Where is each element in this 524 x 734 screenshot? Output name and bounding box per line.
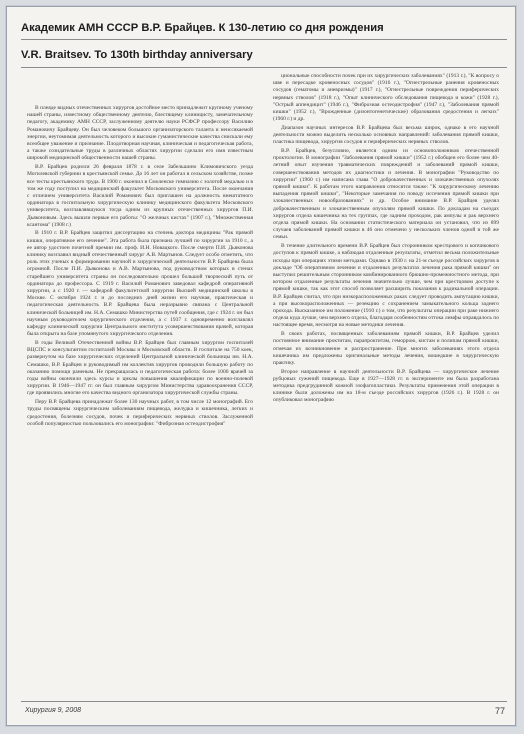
paragraph: В.Р. Брайцев, безусловно, является одним из основоположников отечественной проктологии. В монографии "Заболевания прямой кишки" (1952 г.) обобщен его более чем 40-летний опыт изучения травматических повреждений и заболеваний прямой кишки, совершенствования методов их диагностики и лечения. В монографии "Руководство по хирургии" (1960 г.) им написана глава "О доброкачественных и злокачественных опухолях прямой кишки". К работам этого направления относятся также: "К хирургическому лечению выпадения прямой кишки", "Некоторые замечания по поводу иссечения прямой кишки при злокачественных новообразованиях" и др. Особое внимание В.Р. Брайцев уделял доброкачественным и злокачественным опухолям прямой кишки. По докладам на съездах хирургов отдела кишечника на тех группах, где задним проходом, рак ампулы и рак верхнего отдела прямой кишки. На основании статистического материала он установил, что из 899 случаев заболеваний прямой кишки в 46 оно отмечено у нескольких членов одной и той же семьи. xyxy=(273,148,499,241)
paragraph: В течение длительного времени В.Р. Брайцев был сторонником крестцового и копчикового доступов к прямой кишке, а наблюдая отдаленные результаты, отметил весьма положительные исходы при операциях этими методами. Однако в 1930 г. на 21-м съезде российских хирургов в докладе "Об оперативном лечении и отдаленных результатах лечения рака прямой кишки" он выступил решительным сторонником комбинированного брюшно-промежностного метода, при котором отдаленные результаты лечения значительно лучше, чем при крестцовом доступе к прямой кишке, так как этот способ позволяет расширить показания к радикальной операции. В.Р. Брайцев считал, что при низкорасположенных раках следует проводить ампутацию кишки, а при высокорасположенных — резекцию с сохранением замыкательного кольца заднего прохода. Высказанное им положение (1910 г.) о том, что результаты операции при раке нижнего отдела куда лучше, чем верхнего отдела, благодаря особенностям оттока лимфы оправдалось по настоящее время, несмотря на новые методики лечения. xyxy=(273,243,499,329)
paragraph: циональные способности почек при их хирургических заболеваниях" (1913 г.), "К вопросу о шве и пересадке кровеносных сосудов" (1916 г.), "Огнестрельные ранения кровеносных сосудов (гематомы и аневризмы)" (1917 г.), "Огнестрельные повреждения периферических нервных стволов" (1918 г.), "Опыт клинического обследования пищевода и кожи" (1928 г.), "Острый аппендицит" (1946 г.), "Фиброзная остеодистрофия" (1947 г.), "Заболевания прямой кишки" (1952 г.), "Врожденные (дизонтогенетические) образования средостения и легких" (1960 г.) и др. xyxy=(273,73,499,123)
paragraph: В своих работах, посвященных заболеваниям прямой кишки, В.Р. Брайцев уделил постоянное внимание проктитам, парапроктитам, геморрою, кистам и полипам прямой кишки, отмечая их возникновение и распространение. При многих заболеваниях этого отдела кишечника им предложены оригинальные методы лечения, вошедшие в хирургическую практику. xyxy=(273,331,499,366)
left-text-column xyxy=(27,105,253,697)
paragraph: В.Р. Брайцев родился 26 февраля 1878 г. в селе Забельшино Климовичского уезда Могилевской губернии в крестьянской семье. До 16 лет он работал в сельском хозяйстве, позже все тесты крестьянского труда. В 1900 г. окончил в Смоленске гимназию с золотой медалью и в том же году поступил на медицинский факультет Московского университета. После окончания с отличием университета Василий Романович был приглашен на должность внештатного ординатора в госпитальную хирургическую клинику медицинского факультета Московского университета, возглавлявшуюся тогда одним из крупных отечественных хирургов П.И. Дьяконовым. Здесь вышли первые его работы: "О желчных кистах" (1907 г.), "Множественная ксантома" (1908 г.) xyxy=(27,164,253,228)
page-footer xyxy=(21,705,507,717)
paragraph: Диапазон научных интересов В.Р. Брайцева был весьма широк, однако в его научной деятельности можно выделить несколько основных направлений: заболевания прямой кишки, пластика пищевода, хирургия сосудов и периферических нервных стволов. xyxy=(273,124,499,146)
footer-divider xyxy=(21,701,507,702)
article-title-english: V.R. Braitsev. To 130th birthday anniversary xyxy=(21,49,253,61)
paragraph: В плеяде видных отечественных хирургов достойное место принадлежит крупному ученому нашей страны, известному общественному деятелю, блестящему клиницисту, замечательному педагогу, академику АМН СССР, заслуженному деятелю науки РСФСР профессору Василию Романовичу Брайцеву. Он был человеком большого организаторского таланта и неиссякаемой энергии, неутомимая деятельность которого и высокие гуманистические качества снискали ему всеобщее уважение и признание. Плодотворная научная, клиническая и педагогическая работа, а также созидательные труды в различных областях хирургии сделали его имя известным широкой медицинской общественности нашей страны. xyxy=(27,105,253,162)
paragraph: В 1910 г. В.Р. Брайцев защитил диссертацию на степень доктора медицины "Рак прямой кишки, оперативное его лечение". Эта работа была признана лучшей по хирургии за 1910 г., а ее автор удостоен почетной премии им. проф. И.Н. Новацкого. После смерти П.И. Дьяконова клинику возглавил видный отечественный хирург А.В. Мартынов. Следует особо отметить, что роль этих ученых в формировании научной и хирургической деятельности В.Р. Брайцева была огромной. После П.И. Дьяконова и А.В. Мартынова, под руководством которых в стенах старейшего университета страны он последовательно прошел большой творческий путь от ординатора до профессора. С 1919 г. Василий Романович заведовал кафедрой оперативной хирургии, а с 1920 г. — кафедрой факультетской хирургии Высшей медицинской школы в Москве. С октября 1924 г. и до последних дней жизни его научная, практическая и педагогическая деятельность В.Р. Брайцева была неразрывно связана с Центральной клинической больницей им. Н.А. Семашко Министерства путей сообщения, где с 1924 г. он был научным руководителем хирургического отделения, а с 1937 г. одновременно возглавлял кафедру клинической хирургии Центрального института усовершенствования врачей, которая была открыта на базе упомянутого хирургического отделения. xyxy=(27,230,253,338)
right-text-column xyxy=(273,73,499,697)
paragraph: Второе направление в научной деятельности В.Р. Брайцева — хирургическое лечение рубцовых сужений пищевода. Еще в 1927—1928 гг. в эксперименте им была разработана методика предгрудинной кожной эзофагопластики. Результаты применения этой операции в клинике были доложены им на 18-м съезде российских хирургов (1926 г.). В 1928 г. он опубликовал монографию xyxy=(273,368,499,404)
journal-page xyxy=(6,6,516,726)
journal-name: Хирургия 9, 2008 xyxy=(25,707,81,714)
paragraph: В годы Великой Отечественной войны В.Р. Брайцев был главным хирургом госпиталей ВЦСПС и консультантом госпиталей Москвы и Московской области. В госпитале на 750 коек, развернутом на базе хирургических отделений Центральной клинической больницы им. Н.А. Семашко, В.Р. Брайцев и руководимый им коллектив хирургов проводили большую работу по оказанию помощи раненым. Не прекращалась и педагогическая работа: более 1000 врачей за годы войны окончили здесь курсы и циклы повышения квалификации по военно-полевой хирургии. В 1946—1947 гг. он был главным хирургом Министерства здравоохранения СССР, где проявились многие его качества видного организатора хирургической службы страны. xyxy=(27,340,253,397)
paragraph: Перу В.Р. Брайцева принадлежат более 130 научных работ, в том числе 12 монографий. Его труды посвящены хирургическим заболеваниям пищевода, желудка и кишечника, легких и средостения, болезням сосудов, почек и периферических нервных стволов. Заслуженной особой популярностью пользовались его монографии: "Фиброзная остеодистрофия" xyxy=(27,399,253,427)
article-title: Академик АМН СССР В.Р. Брайцев. К 130-летию со дня рождения xyxy=(21,22,384,34)
header-divider xyxy=(21,67,507,68)
title-divider xyxy=(21,39,507,40)
page-number: 77 xyxy=(494,706,505,716)
